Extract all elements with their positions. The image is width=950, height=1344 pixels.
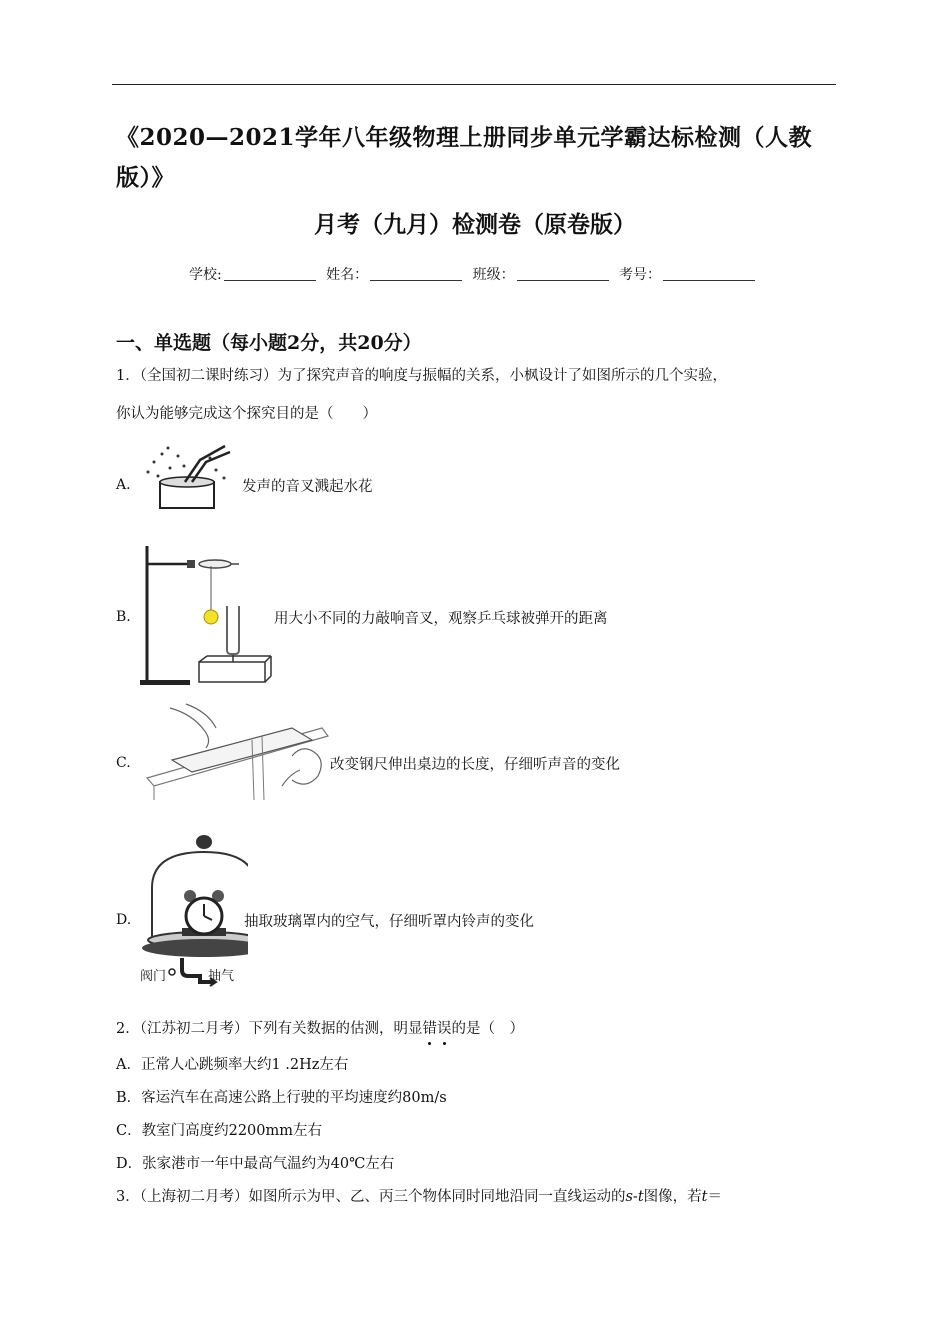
tuning-fork-pingpong-figure	[135, 542, 275, 690]
info-school-blank[interactable]	[224, 268, 316, 281]
info-class-blank[interactable]	[517, 268, 609, 281]
q1-option-d-text: 抽取玻璃罩内的空气，仔细听罩内铃声的变化	[244, 914, 534, 930]
q2-emphasis-2: 误	[436, 1021, 452, 1037]
top-rule	[112, 84, 836, 85]
q1-stem-line2: 你认为能够完成这个探究目的是（ ）	[116, 406, 377, 422]
page-subtitle: 月考（九月）检测卷（原卷版）	[314, 211, 636, 238]
info-class-label: 班级：	[472, 267, 515, 283]
pump-label: 抽气	[208, 969, 235, 984]
tuning-fork-water-figure	[140, 442, 240, 514]
valve-label: 阀门	[140, 969, 167, 984]
q1-option-a-text: 发声的音叉溅起水花	[242, 479, 373, 495]
q2-option-b: B．客运汽车在高速公路上行驶的平均速度约80m/s	[116, 1090, 447, 1106]
q1-option-b-text: 用大小不同的力敲响音叉，观察乒乓球被弹开的距离	[274, 611, 608, 627]
bell-jar-vacuum-figure	[138, 830, 248, 992]
q1-option-b-letter: B.	[116, 609, 131, 625]
q1-option-c-letter: C.	[116, 755, 131, 771]
info-name-label: 姓名：	[326, 267, 369, 283]
info-school-label: 学校:	[188, 267, 222, 283]
q2-stem: 2．（江苏初二月考）下列有关数据的估测，明显错误的是（ ）	[116, 1021, 524, 1037]
q1-option-d-letter: D.	[116, 912, 132, 928]
q2-option-a: A．正常人心跳频率大约1 .2Hz左右	[116, 1057, 349, 1073]
q3-stem: 3．（上海初二月考）如图所示为甲、乙、丙三个物体同时同地沿同一直线运动的s-t图像，若t＝	[116, 1189, 722, 1205]
page-title: 《2020—2021学年八年级物理上册同步单元学霸达标检测（人教版）》	[116, 124, 813, 191]
ruler-table-figure	[142, 700, 332, 804]
q2-option-c: C．教室门高度约2200mm左右	[116, 1123, 322, 1139]
q1-stem-line1: 1．（全国初二课时练习）为了探究声音的响度与振幅的关系，小枫设计了如图所示的几个实验，	[116, 368, 727, 384]
q1-option-c-text: 改变钢尺伸出桌边的长度，仔细听声音的变化	[330, 757, 620, 773]
q2-emphasis-1: 错	[422, 1021, 437, 1037]
section-heading: 一、单选题（每小题2分，共20分）	[116, 332, 422, 354]
info-id-label: 考号：	[619, 267, 662, 283]
q2-option-d: D．张家港市一年中最高气温约为40℃左右	[116, 1156, 395, 1172]
info-name-blank[interactable]	[370, 268, 462, 281]
info-id-blank[interactable]	[663, 268, 755, 281]
student-info-line	[0, 264, 950, 284]
q1-option-a-letter: A.	[116, 477, 131, 493]
